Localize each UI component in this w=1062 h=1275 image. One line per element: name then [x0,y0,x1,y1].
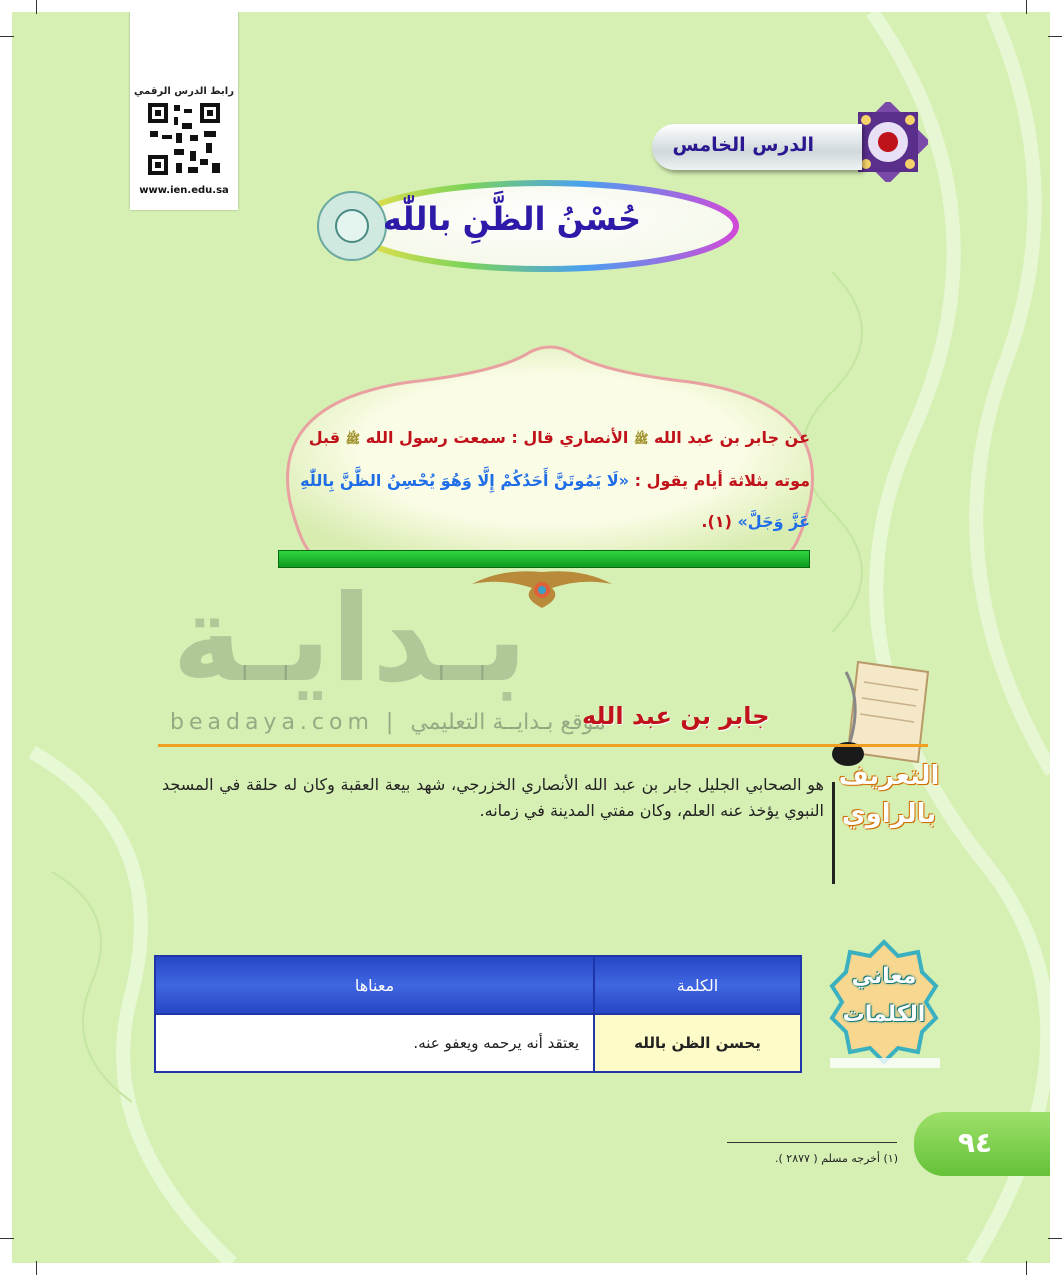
crop-mark [0,36,14,37]
qr-label: رابط الدرس الرقمي [134,86,234,97]
column-header-word: الكلمة [594,956,801,1014]
honorific-symbol: ﷺ [345,432,361,446]
hadith-text [300,417,810,542]
hadith-quote: «لَا يَمُوتَنَّ أَحَدُكُمْ إِلَّا وَهُوَ يُحْسِنُ الظَّنَّ بِاللّٰهِ عَزَّ وَجَلَّ» [300,471,810,531]
narrator-divider [158,744,928,747]
table-row [155,1014,801,1072]
hadith-footnote-ref: (١). [701,512,732,531]
honorific-symbol: ﷺ [633,432,649,446]
crop-mark [1026,1261,1027,1275]
footnote: (١) أخرجه مسلم ( ٢٨٧٧ ). [774,1152,898,1165]
qr-code-card[interactable] [130,12,238,210]
footnote-divider [727,1142,897,1143]
textbook-page [12,12,1050,1263]
narrator-section-vline [832,782,835,884]
narrator-bio: هو الصحابي الجليل جابر بن عبد الله الأنصاري الخزرجي، شهد بيعة العقبة وكان له حلقة في المسجد النبوي يؤخذ عنه العلم، وكان مفتي المدينة في زمانه. [162,775,824,820]
qr-url: www.ien.edu.sa [139,185,229,196]
lesson-number: الدرس الخامس [672,134,814,156]
crop-mark [0,1238,14,1239]
hadith-line1b: الأنصاري قال : سمعت رسول الله [365,428,629,447]
crop-mark [1026,0,1027,14]
lesson-title: حُسْنُ الظَّنِ باللّٰه [382,200,642,238]
hadith-line1: عن جابر بن عبد الله [654,428,810,447]
word-cell: يحسن الظن بالله [594,1014,801,1072]
column-header-meaning: معناها [155,956,594,1014]
crop-mark [1048,36,1062,37]
watermark-url: beadaya.com | موقع بـدايــة التعليمي [170,710,606,735]
meaning-cell: يعتقد أنه يرحمه ويعفو عنه. [155,1014,594,1072]
watermark-brand: بـدايـة [172,570,528,709]
word-meanings-label: معاني الكلمات [842,964,926,1027]
word-meanings-table [154,955,802,1073]
crop-mark [36,0,37,14]
qr-code-icon [146,101,222,177]
narrator-name-heading: جابر بن عبد الله [582,702,770,730]
scroll-quill-icon [828,652,938,772]
page-number: ٩٤ [957,1126,993,1159]
crop-mark [1048,1238,1062,1239]
narrator-section-label: التعريف بالراوي [838,761,940,829]
lesson-number-banner [652,124,862,170]
crop-mark [36,1261,37,1275]
hadith-line2: قبل موته بثلاثة أيام يقول : [308,428,810,490]
